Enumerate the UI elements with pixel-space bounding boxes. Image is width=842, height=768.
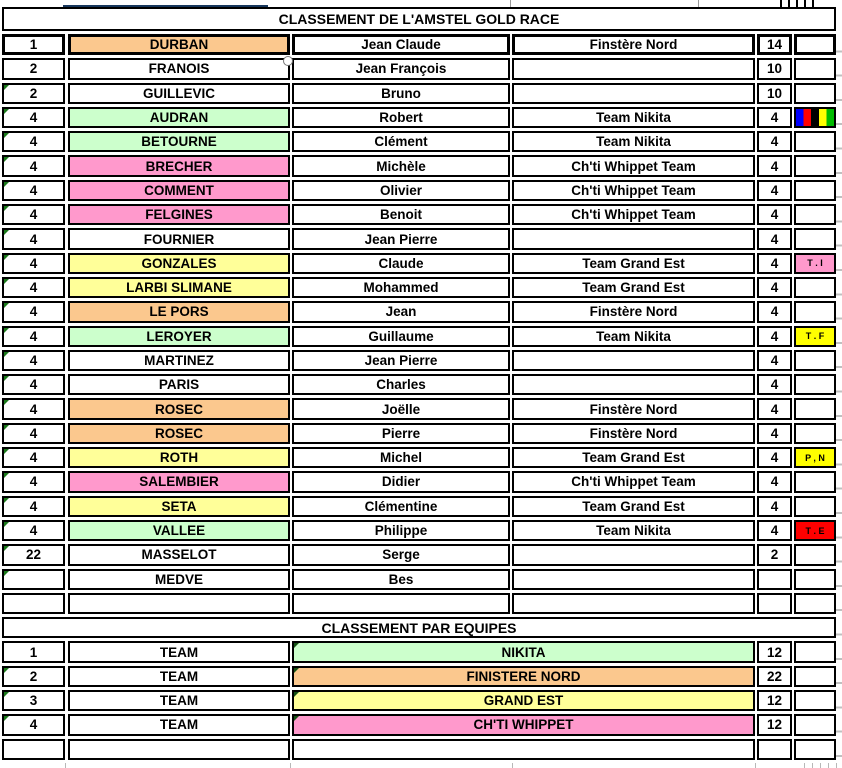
cell-firstname[interactable]: Joëlle	[292, 398, 510, 419]
cell-lastname[interactable]: LE PORS	[68, 301, 290, 322]
cell-points[interactable]	[757, 593, 792, 614]
cell-badge[interactable]	[794, 471, 836, 492]
cell-team[interactable]: Team Nikita	[512, 131, 755, 152]
cell-rank[interactable]: 1	[2, 34, 65, 55]
cell-lastname[interactable]: MARTINEZ	[68, 350, 290, 371]
cell-points[interactable]: 4	[757, 423, 792, 444]
cell-lastname[interactable]: ROTH	[68, 447, 290, 468]
cell-points[interactable]: 4	[757, 107, 792, 128]
team-row	[2, 641, 842, 662]
cell-team-label[interactable]: TEAM	[68, 714, 290, 735]
cell-rank[interactable]	[2, 739, 65, 760]
cell-points[interactable]: 12	[757, 641, 792, 662]
table-row	[2, 326, 842, 347]
cell-firstname[interactable]: Jean François	[292, 58, 510, 79]
cell-points[interactable]: 4	[757, 180, 792, 201]
cell-team[interactable]: Finstère Nord	[512, 301, 755, 322]
cell-points[interactable]	[757, 739, 792, 760]
table-title-individual[interactable]	[2, 7, 836, 31]
cell-lastname[interactable]: VALLEE	[68, 520, 290, 541]
cell-team[interactable]	[512, 374, 755, 395]
cell-badge[interactable]	[794, 34, 836, 55]
cell-points[interactable]: 4	[757, 326, 792, 347]
cell-team[interactable]	[512, 350, 755, 371]
cell-badge[interactable]	[794, 714, 836, 735]
cell-rank[interactable]: 4	[2, 301, 65, 322]
cell-firstname[interactable]: Claude	[292, 253, 510, 274]
cell-points[interactable]: 12	[757, 690, 792, 711]
cell-points[interactable]: 4	[757, 374, 792, 395]
cell-team-label[interactable]	[68, 739, 290, 760]
cell-rank[interactable]: 4	[2, 398, 65, 419]
cell-team[interactable]: Finstère Nord	[512, 423, 755, 444]
cell-firstname[interactable]: Philippe	[292, 520, 510, 541]
table-row	[2, 180, 842, 201]
team-row	[2, 666, 842, 687]
cell-team[interactable]: Team Grand Est	[512, 496, 755, 517]
cell-team-name[interactable]: NIKITA	[292, 641, 755, 662]
cell-rank[interactable]: 1	[2, 641, 65, 662]
cell-team-label[interactable]: TEAM	[68, 666, 290, 687]
cell-firstname[interactable]: Clémentine	[292, 496, 510, 517]
cell-team[interactable]	[512, 593, 755, 614]
cell-team[interactable]: Team Nikita	[512, 107, 755, 128]
cell-rank[interactable]: 4	[2, 155, 65, 176]
cell-points[interactable]: 12	[757, 714, 792, 735]
cell-lastname[interactable]: BETOURNE	[68, 131, 290, 152]
cell-points[interactable]: 4	[757, 301, 792, 322]
cell-firstname[interactable]: Jean	[292, 301, 510, 322]
cell-firstname[interactable]: Michel	[292, 447, 510, 468]
cell-team[interactable]: Finstère Nord	[512, 398, 755, 419]
cell-lastname[interactable]: MASSELOT	[68, 544, 290, 565]
cell-firstname[interactable]: Bruno	[292, 83, 510, 104]
cell-badge[interactable]	[794, 131, 836, 152]
table-row	[2, 398, 842, 419]
table-row	[2, 569, 842, 590]
table-row	[2, 131, 842, 152]
cell-badge[interactable]	[794, 277, 836, 298]
cell-firstname[interactable]: Robert	[292, 107, 510, 128]
cell-rank[interactable]: 4	[2, 180, 65, 201]
individual-classification-table	[0, 34, 842, 614]
cell-team[interactable]: Team Grand Est	[512, 253, 755, 274]
cell-badge[interactable]	[794, 496, 836, 517]
table-row	[2, 447, 842, 468]
cell-firstname[interactable]: Clément	[292, 131, 510, 152]
cell-lastname[interactable]: LARBI SLIMANE	[68, 277, 290, 298]
table-row	[2, 423, 842, 444]
cell-rank[interactable]: 4	[2, 253, 65, 274]
cell-rank[interactable]: 3	[2, 690, 65, 711]
cell-rank[interactable]: 4	[2, 423, 65, 444]
empty-row	[2, 739, 842, 760]
cell-points[interactable]: 4	[757, 350, 792, 371]
cell-lastname[interactable]: ROSEC	[68, 398, 290, 419]
cell-points[interactable]: 4	[757, 277, 792, 298]
partial-row-below	[0, 763, 842, 768]
title-text: CLASSEMENT DE L'AMSTEL GOLD RACE	[278, 11, 560, 27]
cell-team-name[interactable]: CH'TI WHIPPET	[292, 714, 755, 735]
table-row	[2, 277, 842, 298]
cell-lastname[interactable]: FELGINES	[68, 204, 290, 225]
cell-points[interactable]: 22	[757, 666, 792, 687]
cell-team[interactable]	[512, 569, 755, 590]
cell-rank[interactable]: 4	[2, 326, 65, 347]
cell-firstname[interactable]: Michèle	[292, 155, 510, 176]
table-row	[2, 228, 842, 249]
cell-lastname[interactable]: GONZALES	[68, 253, 290, 274]
cell-points[interactable]: 4	[757, 447, 792, 468]
table-row	[2, 496, 842, 517]
table-row	[2, 544, 842, 565]
cell-badge[interactable]	[794, 180, 836, 201]
cell-rank[interactable]: 4	[2, 471, 65, 492]
cell-points[interactable]: 2	[757, 544, 792, 565]
cell-team-name[interactable]: GRAND EST	[292, 690, 755, 711]
world-champion-stripes-icon[interactable]	[794, 107, 836, 128]
cell-rank[interactable]: 2	[2, 666, 65, 687]
cell-lastname[interactable]: ROSEC	[68, 423, 290, 444]
cell-points[interactable]: 4	[757, 253, 792, 274]
cell-team[interactable]: Team Grand Est	[512, 277, 755, 298]
cell-points[interactable]: 4	[757, 204, 792, 225]
cell-badge[interactable]: T . E	[794, 520, 836, 541]
team-row	[2, 690, 842, 711]
table-row	[2, 253, 842, 274]
table-row	[2, 34, 842, 55]
cell-badge[interactable]	[794, 301, 836, 322]
cell-badge[interactable]	[794, 398, 836, 419]
cell-firstname[interactable]: Jean Pierre	[292, 350, 510, 371]
title-text: CLASSEMENT PAR EQUIPES	[321, 619, 517, 636]
cell-lastname[interactable]: MEDVE	[68, 569, 290, 590]
cell-points[interactable]: 4	[757, 155, 792, 176]
cell-rank[interactable]: 2	[2, 83, 65, 104]
cell-team[interactable]: Ch'ti Whippet Team	[512, 204, 755, 225]
cell-points[interactable]: 4	[757, 520, 792, 541]
cell-team-name[interactable]: FINISTERE NORD	[292, 666, 755, 687]
cell-rank[interactable]: 4	[2, 447, 65, 468]
cell-team[interactable]: Team Grand Est	[512, 447, 755, 468]
cell-team[interactable]: Team Nikita	[512, 326, 755, 347]
cell-badge[interactable]	[794, 593, 836, 614]
cell-team[interactable]: Team Nikita	[512, 520, 755, 541]
cell-points[interactable]: 4	[757, 131, 792, 152]
table-row	[2, 374, 842, 395]
table-row	[2, 58, 842, 79]
cell-team[interactable]	[512, 544, 755, 565]
cell-firstname[interactable]: Pierre	[292, 423, 510, 444]
table-row	[2, 155, 842, 176]
cell-badge[interactable]	[794, 83, 836, 104]
cell-points[interactable]: 4	[757, 228, 792, 249]
cell-firstname[interactable]: Guillaume	[292, 326, 510, 347]
cell-points[interactable]: 10	[757, 83, 792, 104]
cell-rank[interactable]: 4	[2, 496, 65, 517]
cell-points[interactable]: 4	[757, 496, 792, 517]
cell-points[interactable]: 14	[757, 34, 792, 55]
table-row	[2, 471, 842, 492]
cell-lastname[interactable]: BRECHER	[68, 155, 290, 176]
cell-badge[interactable]	[794, 155, 836, 176]
cell-firstname[interactable]: Didier	[292, 471, 510, 492]
cell-lastname[interactable]: SALEMBIER	[68, 471, 290, 492]
cell-rank[interactable]	[2, 569, 65, 590]
cell-badge[interactable]	[794, 374, 836, 395]
cell-points[interactable]	[757, 569, 792, 590]
cell-rank[interactable]: 22	[2, 544, 65, 565]
table-row	[2, 107, 842, 128]
cell-team-label[interactable]: TEAM	[68, 690, 290, 711]
cell-team-label[interactable]: TEAM	[68, 641, 290, 662]
cell-lastname[interactable]: AUDRAN	[68, 107, 290, 128]
cell-lastname[interactable]: PARIS	[68, 374, 290, 395]
cell-rank[interactable]: 4	[2, 520, 65, 541]
cell-rank[interactable]: 4	[2, 277, 65, 298]
cell-badge[interactable]	[794, 58, 836, 79]
cell-rank[interactable]: 4	[2, 714, 65, 735]
cell-badge[interactable]: T . I	[794, 253, 836, 274]
cell-lastname[interactable]: COMMENT	[68, 180, 290, 201]
cell-firstname[interactable]: Olivier	[292, 180, 510, 201]
cell-points[interactable]: 4	[757, 471, 792, 492]
cell-points[interactable]: 4	[757, 398, 792, 419]
team-row	[2, 714, 842, 735]
table-row	[2, 83, 842, 104]
cell-firstname[interactable]: Mohammed	[292, 277, 510, 298]
table-row	[2, 520, 842, 541]
cell-points[interactable]: 10	[757, 58, 792, 79]
cell-lastname[interactable]: DURBAN	[68, 34, 290, 55]
cell-rank[interactable]: 4	[2, 131, 65, 152]
mouse-cursor	[283, 56, 293, 66]
cell-firstname[interactable]: Bes	[292, 569, 510, 590]
empty-row	[2, 593, 842, 614]
cell-badge[interactable]	[794, 423, 836, 444]
cell-rank[interactable]: 4	[2, 374, 65, 395]
cell-badge[interactable]	[794, 544, 836, 565]
cell-lastname[interactable]	[68, 593, 290, 614]
table-title-teams[interactable]	[2, 617, 836, 638]
cell-firstname[interactable]: Jean Claude	[292, 34, 510, 55]
cell-rank[interactable]: 4	[2, 350, 65, 371]
cell-team[interactable]: Ch'ti Whippet Team	[512, 471, 755, 492]
cell-badge[interactable]	[794, 739, 836, 760]
cell-team[interactable]: Ch'ti Whippet Team	[512, 155, 755, 176]
cell-badge[interactable]	[794, 204, 836, 225]
cell-team[interactable]	[512, 83, 755, 104]
cell-rank[interactable]: 4	[2, 107, 65, 128]
partial-row-above	[0, 0, 842, 7]
cell-team[interactable]: Finstère Nord	[512, 34, 755, 55]
cell-rank[interactable]: 4	[2, 204, 65, 225]
cell-badge[interactable]: T . F	[794, 326, 836, 347]
table-row	[2, 350, 842, 371]
sheet-gridlines-margin	[836, 28, 842, 762]
cell-lastname[interactable]: LEROYER	[68, 326, 290, 347]
cell-badge[interactable]	[794, 666, 836, 687]
cell-badge[interactable]: P , N	[794, 447, 836, 468]
cell-firstname[interactable]: Jean Pierre	[292, 228, 510, 249]
cell-lastname[interactable]: SETA	[68, 496, 290, 517]
cell-badge[interactable]	[794, 350, 836, 371]
cell-team[interactable]	[512, 58, 755, 79]
team-classification-table	[0, 641, 842, 759]
cell-team[interactable]	[512, 228, 755, 249]
cell-lastname[interactable]: FRANOIS	[68, 58, 290, 79]
cell-badge[interactable]	[794, 690, 836, 711]
cell-firstname[interactable]: Benoit	[292, 204, 510, 225]
cell-badge[interactable]	[794, 569, 836, 590]
cell-lastname[interactable]: GUILLEVIC	[68, 83, 290, 104]
cell-badge[interactable]	[794, 641, 836, 662]
cell-badge[interactable]	[794, 228, 836, 249]
cell-firstname[interactable]: Charles	[292, 374, 510, 395]
cell-firstname[interactable]: Serge	[292, 544, 510, 565]
cell-firstname[interactable]	[292, 593, 510, 614]
cell-team-name[interactable]	[292, 739, 755, 760]
table-row	[2, 204, 842, 225]
cell-rank[interactable]: 4	[2, 228, 65, 249]
orange-cell-remnant	[63, 0, 268, 7]
cell-rank[interactable]	[2, 593, 65, 614]
cell-team[interactable]: Ch'ti Whippet Team	[512, 180, 755, 201]
cell-rank[interactable]: 2	[2, 58, 65, 79]
table-row	[2, 301, 842, 322]
cell-lastname[interactable]: FOURNIER	[68, 228, 290, 249]
